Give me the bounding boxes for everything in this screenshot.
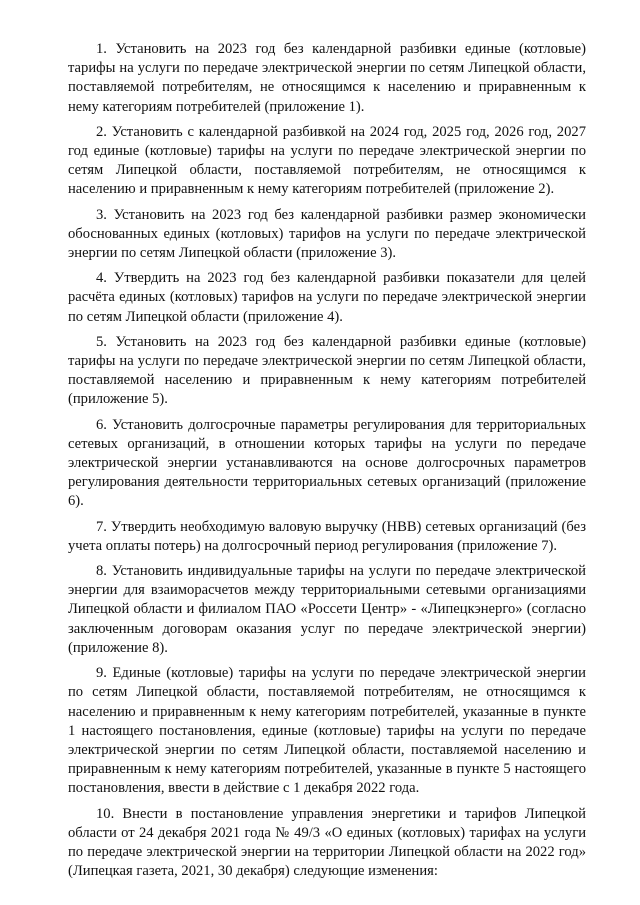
paragraph-5: 5. Установить на 2023 год без календарной разбивки единые (котловые) тарифы на услуги по передаче электрической энергии по сетям Липецкой области, поставляемой населению и приравненным к нему категориям потребителей (приложение 5). xyxy=(68,333,586,408)
paragraph-3: 3. Установить на 2023 год без календарной разбивки размер экономически обоснованных единых (котловых) тарифов на услуги по передаче электрической энергии по сетям Липецкой области (приложение 3). xyxy=(68,206,586,262)
paragraph-9: 9. Единые (котловые) тарифы на услуги по передаче электрической энергии по сетям Липецкой области, поставляемой потребителям, не относящимся к населению и приравненным к нему категориям потребителей, указанные в пункте 1 настоящего постановления, единые (котловые) тарифы на услуги по передаче электрической энергии по сетям Липецкой области, поставляемой населению и приравненным к нему категориям потребителей, указанные в пункте 5 настоящего постановления, ввести в действие с 1 декабря 2022 года. xyxy=(68,665,586,797)
paragraph-10: 10. Внести в постановление управления энергетики и тарифов Липецкой области от 24 декабря 2021 года № 49/3 «О единых (котловых) тарифах на услуги по передаче электрической энергии на территории Липецкой области на 2022 год» (Липецкая газета, 2021, 30 декабря) следующие изменения: xyxy=(68,805,586,880)
paragraph-8: 8. Установить индивидуальные тарифы на услуги по передаче электрической энергии для взаиморасчетов между территориальными сетевыми организациями Липецкой области и филиалом ПАО «Россети Центр» - «Липецкэнерго» (согласно заключенным договорам оказания услуг по передаче электрической энергии) (приложение 8). xyxy=(68,563,586,656)
document-body xyxy=(68,40,586,887)
paragraph-1: 1. Установить на 2023 год без календарной разбивки единые (котловые) тарифы на услуги по передаче электрической энергии по сетям Липецкой области, поставляемой потребителям, не относящимся к населению и приравненным к нему категориям потребителей (приложение 1). xyxy=(68,41,586,115)
paragraph-6: 6. Установить долгосрочные параметры регулирования для территориальных сетевых организаций, в отношении которых тарифы на услуги по передаче электрической энергии устанавливаются на основе долгосрочных параметров регулирования деятельности территориальных сетевых организаций (приложение 6). xyxy=(68,416,586,510)
paragraph-4: 4. Утвердить на 2023 год без календарной разбивки показатели для целей расчёта единых (котловых) тарифов на услуги по передаче электрической энергии по сетям Липецкой области (приложение 4). xyxy=(68,270,586,325)
paragraph-2: 2. Установить с календарной разбивкой на 2024 год, 2025 год, 2026 год, 2027 год единые (котловые) тарифы на услуги по передаче электрической энергии по сетям Липецкой области, поставляемой потребителям, не относящимся к населению и приравненным к нему категориям потребителей (приложение 2). xyxy=(68,123,586,198)
paragraph-7: 7. Утвердить необходимую валовую выручку (НВВ) сетевых организаций (без учета оплаты потерь) на долгосрочный период регулирования (приложение 7). xyxy=(68,518,586,554)
